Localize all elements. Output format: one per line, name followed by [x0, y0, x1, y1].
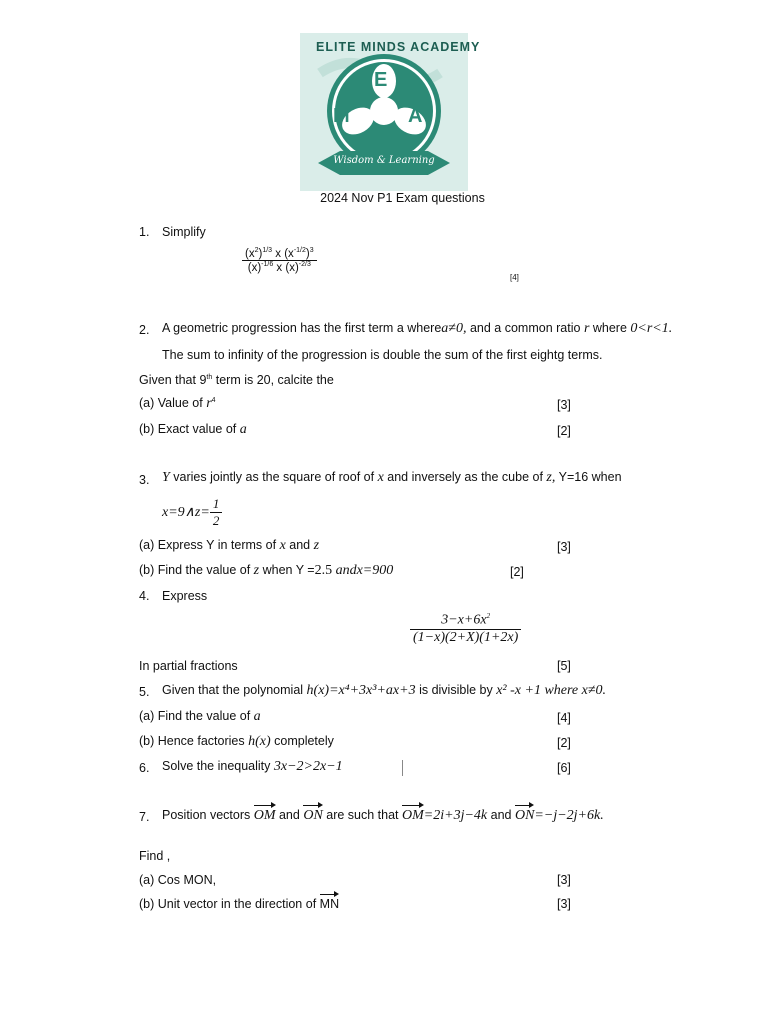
q3-line1: Y varies jointly as the square of roof of x and inversely as the cube of z, Y=16 when: [162, 470, 622, 485]
academy-logo: [300, 33, 481, 191]
q6-number: 6.: [139, 761, 150, 775]
q1-expression: $\frac{(x^2)^{1/3} x (x^{-1/2})^3}{(x)^{-1/6} x (x)^{-2/3}}$: [242, 247, 317, 274]
q1-number: 1.: [139, 225, 150, 239]
q7-number: 7.: [139, 810, 150, 824]
q4-text: Express: [162, 589, 208, 603]
q2-line2: The sum to infinity of the progression is double the sum of the first eightg terms.: [162, 348, 603, 362]
q7-find: Find ,: [139, 849, 171, 863]
logo-ring-text-visible: ELITE MINDS ACADEMY: [316, 40, 481, 54]
q6-cursor: [402, 760, 403, 776]
q2-part-b: (b) Exact value of a: [139, 422, 247, 437]
q1-text: Simplify: [162, 225, 206, 239]
q2-part-b-mark: [2]: [557, 424, 571, 438]
q6-line: Solve the inequality 3x−2>2x−1: [162, 759, 343, 774]
q2-line1: A geometric progression has the first term a wherea≠0, and a common ratio r where 0<r<1.: [162, 321, 673, 336]
q3-condition: x=9∧z= $\frac{1}{2}$: [162, 496, 222, 529]
logo-letter-e: E: [374, 69, 388, 91]
q5-line1: Given that the polynomial h(x)=x⁴+3x³+ax+3 is divisible by x² -x +1 where x≠0.: [162, 683, 607, 698]
q4-expression: $\frac{3-x+6x^2}{(1-x)(2+X)(1+2x)}$: [410, 612, 521, 646]
q5-number: 5.: [139, 685, 150, 699]
q5-part-a: (a) Find the value of a: [139, 709, 261, 724]
logo-motto: Wisdom & Learning: [333, 155, 435, 166]
q5-part-b-mark: [2]: [557, 736, 571, 750]
q4-text2: In partial fractions: [139, 659, 238, 673]
q7-part-b-mark: [3]: [557, 897, 571, 911]
q3-part-a-mark: [3]: [557, 540, 571, 554]
page-title: 2024 Nov P1 Exam questions: [320, 191, 485, 205]
logo-letter-a: A: [408, 105, 423, 127]
q3-part-b: (b) Find the value of z when Y =2.5 andx=900: [139, 563, 394, 578]
q3-part-a: (a) Express Y in terms of x and z: [139, 538, 320, 553]
q6-mark: [6]: [557, 761, 571, 775]
q2-part-a: (a) Value of $r^4$: [139, 396, 216, 411]
q5-part-b: (b) Hence factories h(x) completely: [139, 734, 334, 749]
logo-letter-m: M: [333, 105, 350, 127]
q7-part-a: (a) Cos MON,: [139, 873, 217, 887]
q2-number: 2.: [139, 323, 150, 337]
q4-mark: [5]: [557, 659, 571, 673]
q2-line3: Given that 9th term is 20, calcite the: [139, 373, 334, 387]
q3-number: 3.: [139, 473, 150, 487]
q3-part-b-mark: [2]: [510, 565, 524, 579]
q2-part-a-mark: [3]: [557, 398, 571, 412]
q7-line1: Position vectors OM and ON are such that OM=2i+3j−4k and ON=−j−2j+6k.: [162, 808, 604, 823]
q7-part-b: (b) Unit vector in the direction of MN: [139, 897, 340, 911]
q4-number: 4.: [139, 589, 150, 603]
q7-part-a-mark: [3]: [557, 873, 571, 887]
q5-part-a-mark: [4]: [557, 711, 571, 725]
q1-mark: [4]: [510, 273, 519, 282]
